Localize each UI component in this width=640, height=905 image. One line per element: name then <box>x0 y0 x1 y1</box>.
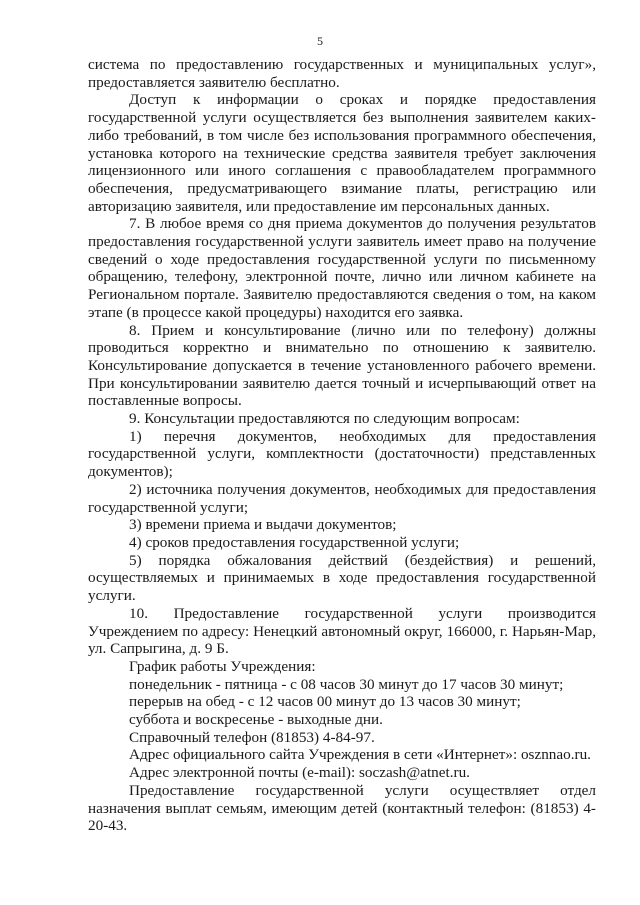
schedule-lunch-break: перерыв на обед - с 12 часов 00 минут до 13 часов 30 минут; <box>129 693 521 711</box>
reference-phone: Справочный телефон (81853) 4-84-97. <box>129 728 375 746</box>
website-address: Адрес официального сайта Учреждения в сети «Интернет»: osznnao.ru. <box>129 746 591 764</box>
paragraph-item-10: 10. Предоставление государственной услуги производится Учреждением по адресу: Ненецкий автономный округ, 166000, г. Нарьян-Мар, ул. Сапрыгина, д. 9 Б. <box>88 604 596 658</box>
paragraph-access-info: Доступ к информации о сроках и порядке предоставления государственной услуги осуществляется без выполнения заявителем каких-либо требований, в том числе без использования программного обеспечения, установка которого на технические средства заявителя требует заключения лицензионного или иного соглашения с правообладателем программного обеспечения, предусматривающего взимание платы, регистрацию или авторизацию заявителя, или предоставление им персональных данных. <box>88 91 596 215</box>
document-body <box>88 56 596 835</box>
list-item-3: 3) времени приема и выдачи документов; <box>129 516 397 534</box>
list-item-1: 1) перечня документов, необходимых для предоставления государственной услуги, комплектности (достаточности) представленных документов); <box>88 427 596 481</box>
page-number: 5 <box>317 34 323 48</box>
schedule-weekend: суббота и воскресенье - выходные дни. <box>129 711 383 729</box>
list-item-4: 4) сроков предоставления государственной услуги; <box>129 533 460 551</box>
schedule-heading: График работы Учреждения: <box>129 657 316 675</box>
paragraph-item-7: 7. В любое время со дня приема документов до получения результатов предоставления государственной услуги заявитель имеет право на получение сведений о ходе предоставления государственной услуги по письменному обращению, телефону, электронной почте, лично или личном кабинете на Региональном портале. Заявителю предоставляются сведения о том, на каком этапе (в процессе какой процедуры) находится его заявка. <box>88 215 596 321</box>
department-contact: Предоставление государственной услуги осуществляет отдел назначения выплат семьям, имеющим детей (контактный телефон: (81853) 4-20-43. <box>88 781 596 835</box>
paragraph-item-8: 8. Прием и консультирование (лично или по телефону) должны проводиться корректно и внимательно по отношению к заявителю. Консультирование допускается в течение установленного рабочего времени. При консультировании заявителю дается точный и исчерпывающий ответ на поставленные вопросы. <box>88 321 596 410</box>
paragraph-continuation: система по предоставлению государственных и муниципальных услуг», предоставляется заявителю бесплатно. <box>88 56 596 91</box>
list-item-2: 2) источника получения документов, необходимых для предоставления государственной услуги; <box>88 480 596 516</box>
schedule-weekdays: понедельник - пятница - с 08 часов 30 минут до 17 часов 30 минут; <box>129 675 564 693</box>
email-address: Адрес электронной почты (e-mail): soczash@atnet.ru. <box>129 764 470 782</box>
list-item-5: 5) порядка обжалования действий (бездействия) и решений, осуществляемых и принимаемых в ходе предоставления государственной услуги. <box>88 551 596 605</box>
paragraph-item-9: 9. Консультации предоставляются по следующим вопросам: <box>129 410 520 428</box>
